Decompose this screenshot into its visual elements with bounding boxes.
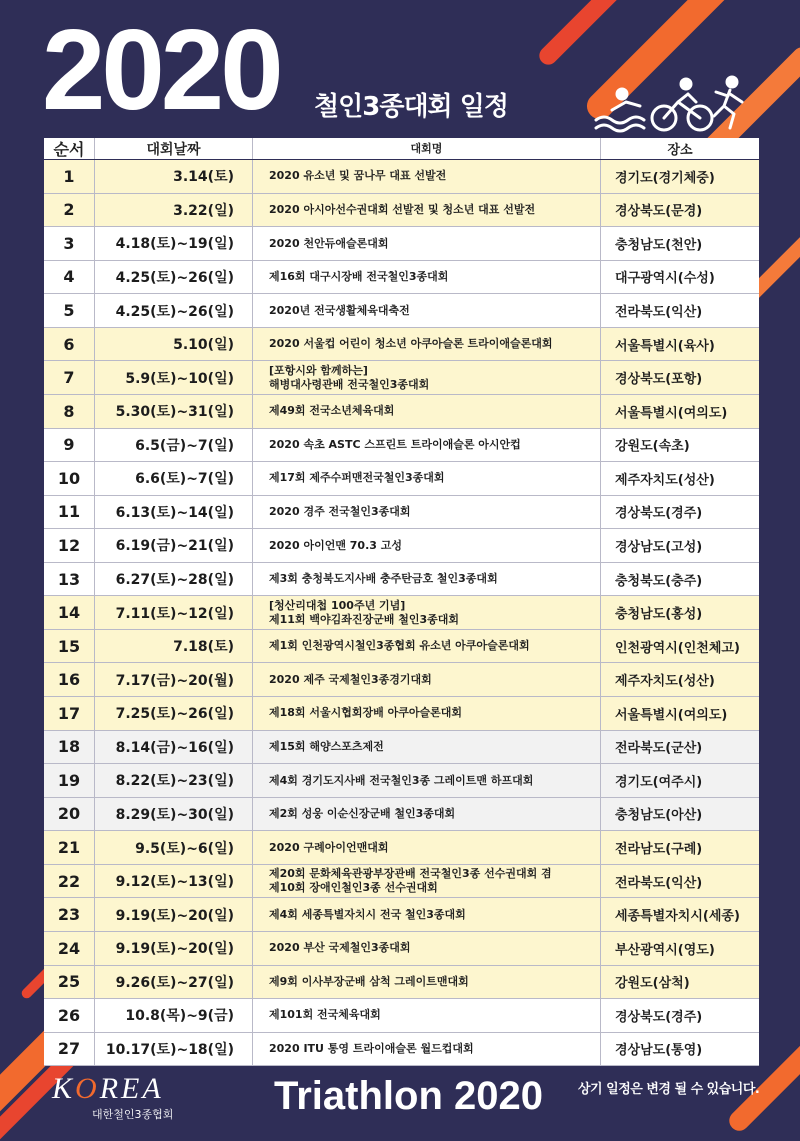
- table-row: [44, 697, 759, 731]
- row-date: 4.25(토)~26(일): [95, 294, 253, 327]
- row-place: 전라북도(익산): [615, 305, 703, 321]
- table-row: [44, 529, 759, 563]
- row-date: 9.5(토)~6(일): [95, 831, 253, 864]
- table-row: [44, 898, 759, 932]
- row-order: 10: [44, 462, 95, 495]
- korea-triathlon-logo: [46, 1070, 186, 1126]
- row-place: 제주자치도(성산): [615, 674, 715, 690]
- table-row: [44, 932, 759, 966]
- row-event-name: 2020 천안듀애슬론대회: [253, 227, 601, 260]
- row-order: 17: [44, 697, 95, 730]
- row-event-name: 2020 아시아선수권대회 선발전 및 청소년 대표 선발전: [253, 194, 601, 227]
- row-place: 경상북도(문경): [615, 204, 703, 220]
- row-place: 서울특별시(육사): [615, 338, 715, 354]
- row-date: 7.17(금)~20(월): [95, 663, 253, 696]
- row-place: 전라북도(익산): [615, 875, 703, 891]
- row-order: 20: [44, 798, 95, 831]
- row-place: 강원도(삼척): [615, 976, 690, 992]
- row-place: 전라북도(군산): [615, 741, 703, 757]
- row-event-name: 제15회 해양스포츠제전: [253, 731, 601, 764]
- table-row: [44, 563, 759, 597]
- row-date: 6.13(토)~14(일): [95, 496, 253, 529]
- row-place: 부산광역시(영도): [615, 942, 715, 958]
- triathlon-athletes-icon: [592, 74, 752, 134]
- row-date: 6.6(토)~7(일): [95, 462, 253, 495]
- row-place: 경상북도(경주): [615, 506, 703, 522]
- row-place: 경상남도(통영): [615, 1043, 703, 1059]
- row-date: 7.25(토)~26(일): [95, 697, 253, 730]
- row-date: 4.18(토)~19(일): [95, 227, 253, 260]
- row-order: 4: [44, 261, 95, 294]
- table-row: [44, 1033, 759, 1067]
- table-header: [44, 138, 759, 160]
- row-order: 18: [44, 731, 95, 764]
- footer-title: Triathlon 2020: [274, 1074, 543, 1118]
- table-row: [44, 194, 759, 228]
- row-event-name: 2020 경주 전국철인3종대회: [253, 496, 601, 529]
- table-row: [44, 261, 759, 295]
- row-order: 22: [44, 865, 95, 898]
- row-order: 2: [44, 194, 95, 227]
- row-event-name: 제1회 인천광역시철인3종협회 유소년 아쿠아슬론대회: [253, 630, 601, 663]
- row-place: 경기도(경기체중): [615, 170, 715, 186]
- row-place: 충청남도(아산): [615, 808, 703, 824]
- page-title: 철인3종대회 일정: [314, 92, 508, 122]
- row-place: 제주자치도(성산): [615, 472, 715, 488]
- column-header-event: 대회명: [253, 138, 601, 159]
- row-date: 7.11(토)~12(일): [95, 596, 253, 629]
- row-place: 경기도(여주시): [615, 774, 703, 790]
- table-row: [44, 731, 759, 765]
- row-event-name: 제4회 경기도지사배 전국철인3종 그레이트맨 하프대회: [253, 764, 601, 797]
- row-date: 8.29(토)~30(일): [95, 798, 253, 831]
- row-date: 9.12(토)~13(일): [95, 865, 253, 898]
- logo-association-name: 대한철인3종협회: [92, 1108, 174, 1121]
- row-order: 12: [44, 529, 95, 562]
- row-order: 16: [44, 663, 95, 696]
- row-date: 9.19(토)~20(일): [95, 932, 253, 965]
- row-date: 4.25(토)~26(일): [95, 261, 253, 294]
- page-year: 2020: [42, 7, 280, 134]
- row-event-name: 2020 부산 국제철인3종대회: [253, 932, 601, 965]
- row-event-name: [포항시와 함께하는] 해병대사령관배 전국철인3종대회: [253, 361, 601, 394]
- row-place: 세종특별자치시(세종): [615, 909, 740, 925]
- row-event-name: 제2회 성웅 이순신장군배 철인3종대회: [253, 798, 601, 831]
- row-place: 서울특별시(여의도): [615, 707, 728, 723]
- row-event-name: 제17회 제주수퍼맨전국철인3종대회: [253, 462, 601, 495]
- row-place: 충청남도(천안): [615, 237, 703, 253]
- row-event-name: 2020 아이언맨 70.3 고성: [253, 529, 601, 562]
- row-order: 19: [44, 764, 95, 797]
- table-row: [44, 462, 759, 496]
- row-order: 23: [44, 898, 95, 931]
- row-order: 15: [44, 630, 95, 663]
- footer-notice: 상기 일정은 변경 될 수 있습니다.: [578, 1082, 760, 1097]
- row-place: 인천광역시(인천체고): [615, 640, 740, 656]
- row-place: 경상남도(고성): [615, 539, 703, 555]
- column-header-place: 장소: [667, 143, 693, 158]
- row-order: 3: [44, 227, 95, 260]
- table-row: [44, 865, 759, 899]
- row-order: 5: [44, 294, 95, 327]
- row-date: 9.26(토)~27(일): [95, 966, 253, 999]
- row-date: 6.27(토)~28(일): [95, 563, 253, 596]
- row-place: 충청남도(홍성): [615, 607, 703, 623]
- column-header-date: 대회날짜: [95, 138, 253, 159]
- row-event-name: 2020 ITU 통영 트라이애슬론 월드컵대회: [253, 1033, 601, 1066]
- row-event-name: 제49회 전국소년체육대회: [253, 395, 601, 428]
- row-date: 3.14(토): [95, 160, 253, 193]
- row-event-name: 제16회 대구시장배 전국철인3종대회: [253, 261, 601, 294]
- row-place: 강원도(속초): [615, 439, 690, 455]
- row-date: 5.10(일): [95, 328, 253, 361]
- table-row: [44, 999, 759, 1033]
- row-place: 대구광역시(수성): [615, 271, 715, 287]
- table-row: [44, 630, 759, 664]
- row-place: 서울특별시(여의도): [615, 405, 728, 421]
- table-row: [44, 663, 759, 697]
- row-date: 3.22(일): [95, 194, 253, 227]
- row-event-name: [청산리대첩 100주년 기념] 제11회 백야김좌진장군배 철인3종대회: [253, 596, 601, 629]
- row-event-name: 2020 제주 국제철인3종경기대회: [253, 663, 601, 696]
- row-event-name: 2020 서울컵 어린이 청소년 아쿠아슬론 트라이애슬론대회: [253, 328, 601, 361]
- table-row: [44, 227, 759, 261]
- table-row: [44, 596, 759, 630]
- table-row: [44, 831, 759, 865]
- row-order: 6: [44, 328, 95, 361]
- row-order: 14: [44, 596, 95, 629]
- row-order: 24: [44, 932, 95, 965]
- row-order: 21: [44, 831, 95, 864]
- table-row: [44, 429, 759, 463]
- table-row: [44, 496, 759, 530]
- table-row: [44, 798, 759, 832]
- row-order: 27: [44, 1033, 95, 1066]
- row-place: 경상북도(포항): [615, 372, 703, 388]
- row-place: 경상북도(경주): [615, 1009, 703, 1025]
- row-date: 10.17(토)~18(일): [95, 1033, 253, 1066]
- row-date: 8.22(토)~23(일): [95, 764, 253, 797]
- row-order: 25: [44, 966, 95, 999]
- row-event-name: 제3회 충청북도지사배 충주탄금호 철인3종대회: [253, 563, 601, 596]
- table-row: [44, 294, 759, 328]
- row-event-name: 2020 속초 ASTC 스프린트 트라이애슬론 아시안컵: [253, 429, 601, 462]
- row-order: 13: [44, 563, 95, 596]
- row-order: 8: [44, 395, 95, 428]
- row-event-name: 제20회 문화체육관광부장관배 전국철인3종 선수권대회 겸 제10회 장애인철인3종 선수권대회: [253, 865, 601, 898]
- row-date: 6.19(금)~21(일): [95, 529, 253, 562]
- row-event-name: 제9회 이사부장군배 삼척 그레이트맨대회: [253, 966, 601, 999]
- row-event-name: 2020 유소년 및 꿈나무 대표 선발전: [253, 160, 601, 193]
- table-row: [44, 966, 759, 1000]
- row-event-name: 2020 구례아이언맨대회: [253, 831, 601, 864]
- row-date: 8.14(금)~16(일): [95, 731, 253, 764]
- row-date: 7.18(토): [95, 630, 253, 663]
- row-date: 9.19(토)~20(일): [95, 898, 253, 931]
- column-header-order: 순서: [44, 138, 95, 159]
- row-date: 10.8(목)~9(금): [95, 999, 253, 1032]
- row-order: 9: [44, 429, 95, 462]
- row-place: 전라남도(구례): [615, 842, 703, 858]
- row-date: 5.9(토)~10(일): [95, 361, 253, 394]
- table-row: [44, 764, 759, 798]
- row-date: 6.5(금)~7(일): [95, 429, 253, 462]
- row-event-name: 제18회 서울시협회장배 아쿠아슬론대회: [253, 697, 601, 730]
- table-row: [44, 160, 759, 194]
- row-date: 5.30(토)~31(일): [95, 395, 253, 428]
- row-order: 11: [44, 496, 95, 529]
- row-event-name: 제4회 세종특별자치시 전국 철인3종대회: [253, 898, 601, 931]
- table-row: [44, 328, 759, 362]
- row-place: 충청북도(충주): [615, 573, 703, 589]
- table-row: [44, 361, 759, 395]
- row-order: 26: [44, 999, 95, 1032]
- schedule-table: [44, 138, 759, 1066]
- row-event-name: 제101회 전국체육대회: [253, 999, 601, 1032]
- table-row: [44, 395, 759, 429]
- row-order: 7: [44, 361, 95, 394]
- logo-wordmark: KOREA: [52, 1072, 164, 1105]
- row-event-name: 2020년 전국생활체육대축전: [253, 294, 601, 327]
- row-order: 1: [44, 160, 95, 193]
